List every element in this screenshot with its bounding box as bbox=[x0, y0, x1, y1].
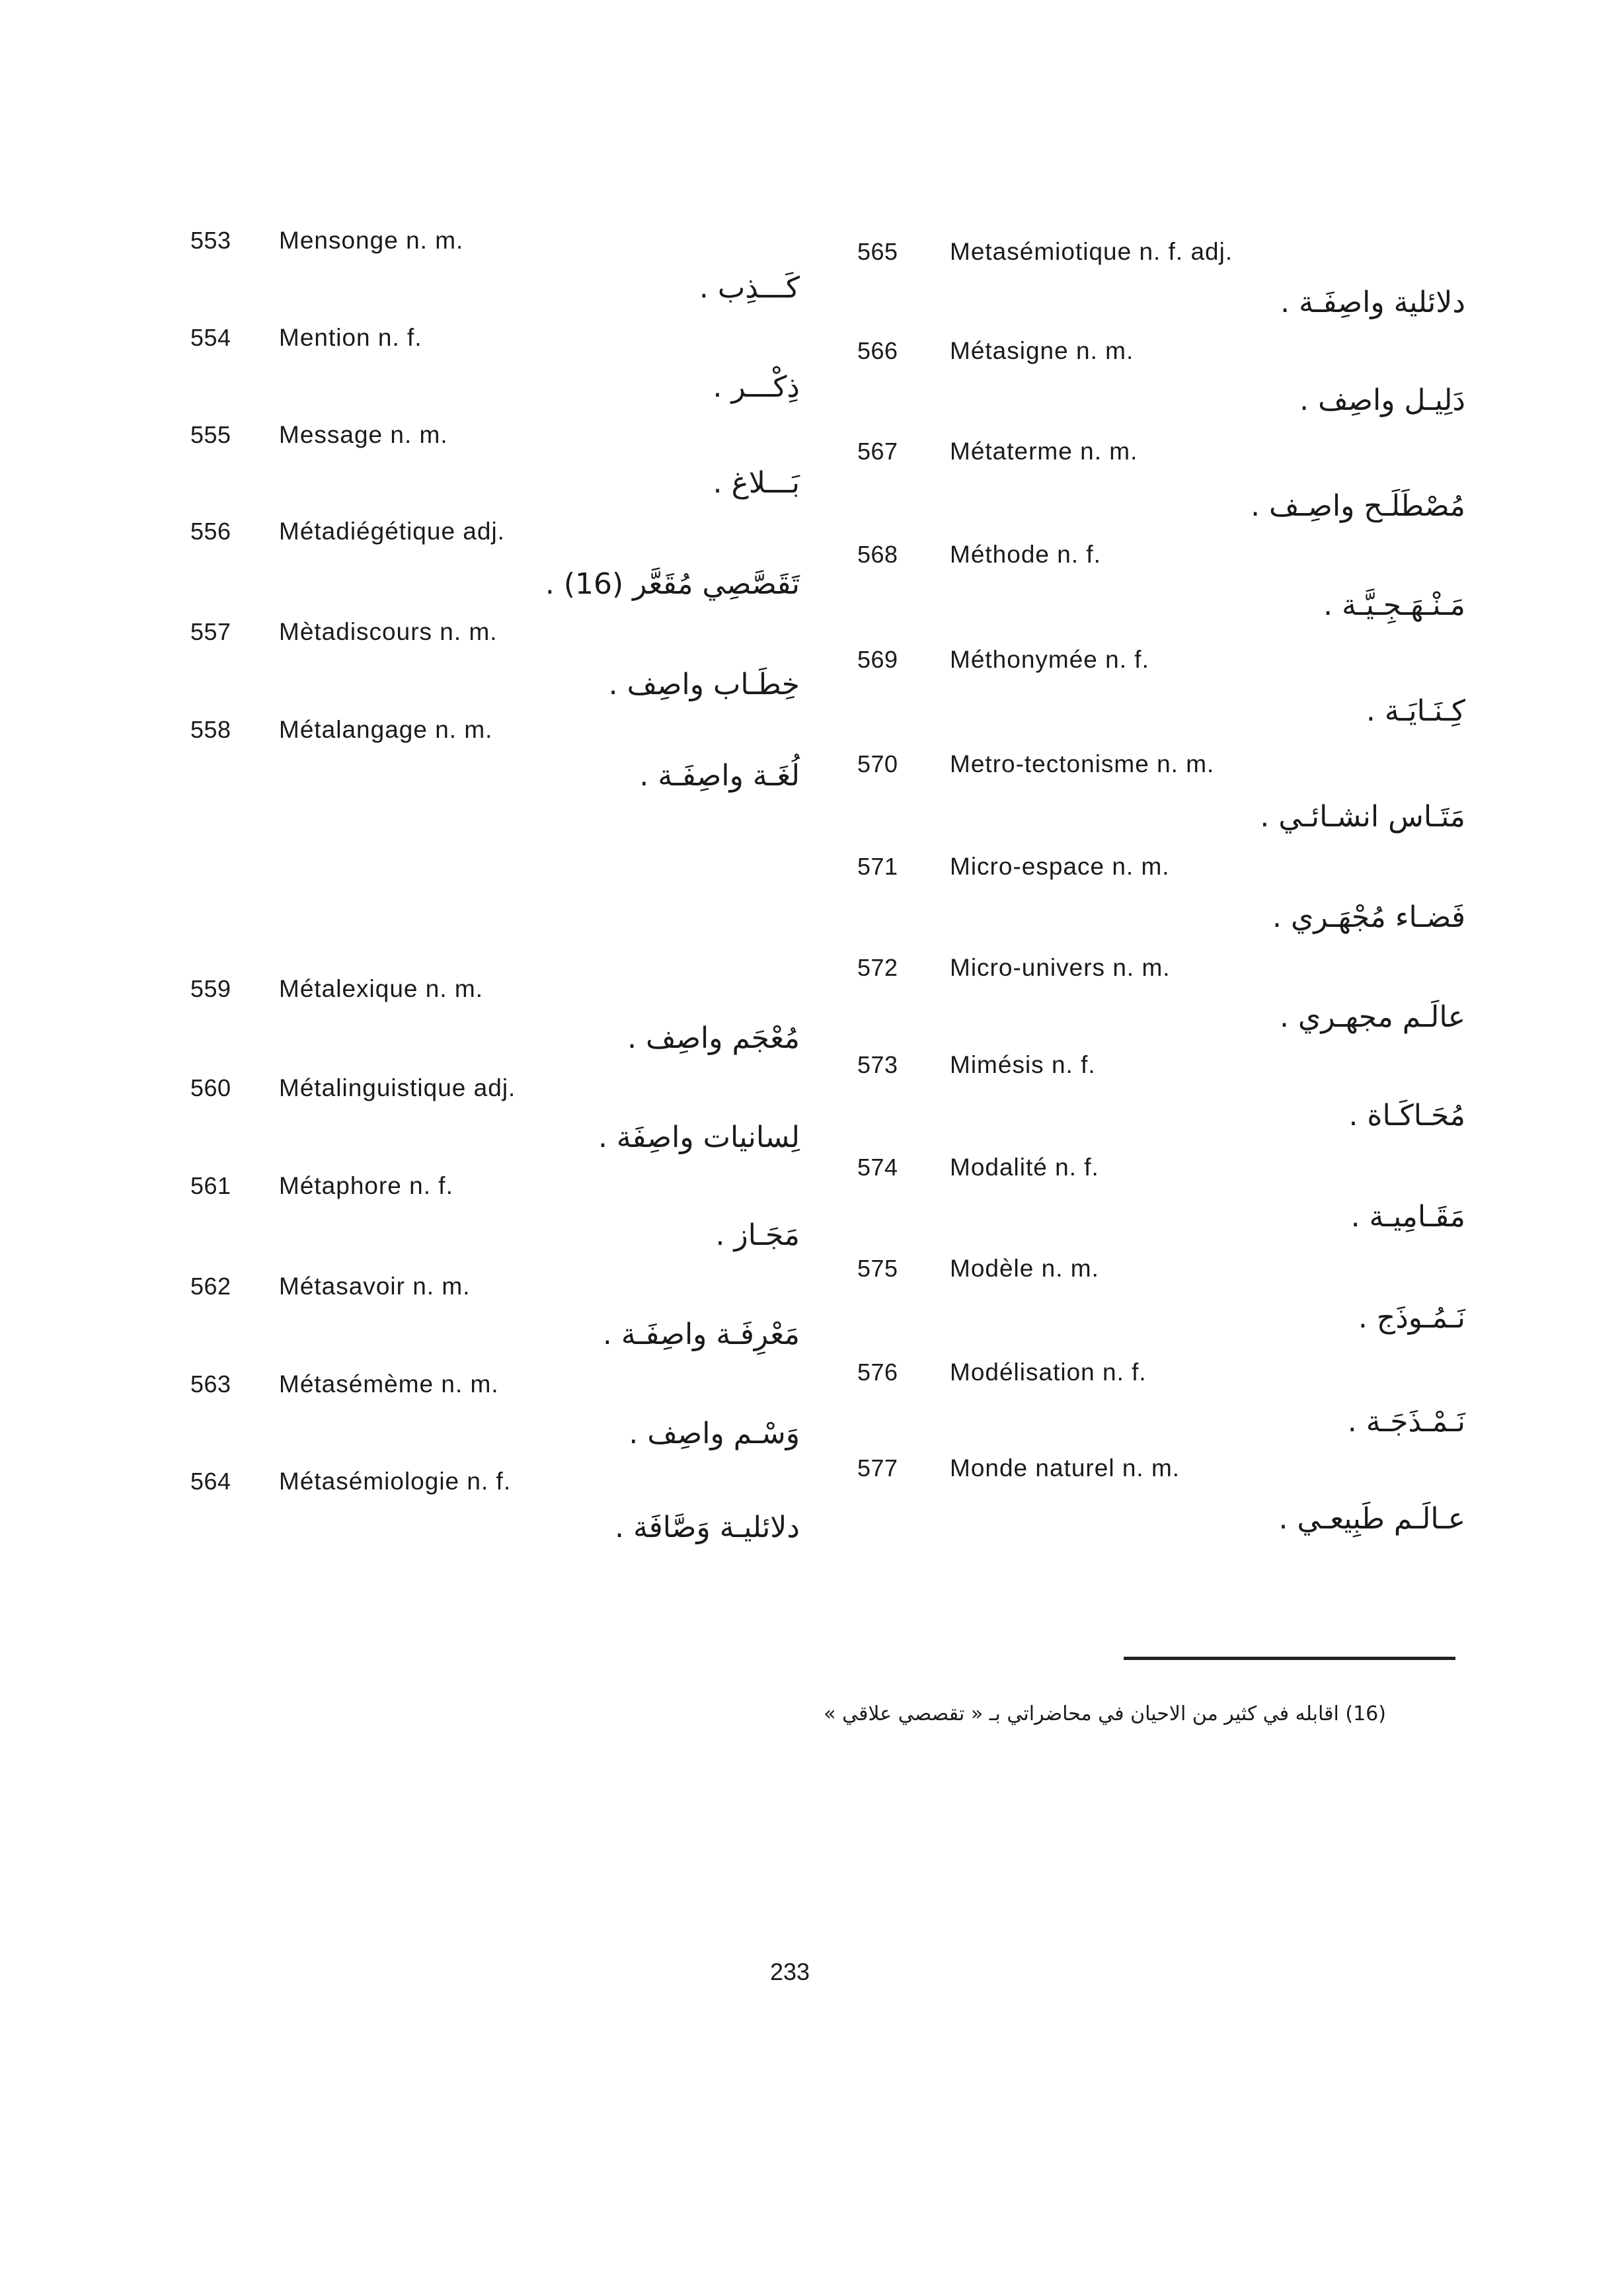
entry-arabic: مَتَـاس انشـائـي . bbox=[1260, 800, 1465, 834]
entry-number: 561 bbox=[190, 1172, 231, 1199]
entry-number: 563 bbox=[190, 1370, 231, 1398]
entry-term: Métaphore n. f. bbox=[279, 1172, 453, 1199]
entry-arabic: كَـــذِب . bbox=[699, 271, 800, 305]
entry-number: 574 bbox=[857, 1154, 898, 1181]
footnote: (16) اقابله في كثير من الاحيان في محاضراتي بـ « تقصصي علاقي » bbox=[824, 1702, 1386, 1725]
entry-number: 568 bbox=[857, 541, 898, 568]
entry-arabic: مُصْطَلَـح واصِـف . bbox=[1251, 489, 1465, 523]
entry-arabic: مُعْجَم واصِف . bbox=[627, 1021, 800, 1055]
entry-number: 567 bbox=[857, 438, 898, 465]
entry-term: Monde naturel n. m. bbox=[950, 1454, 1180, 1482]
entry-arabic: دَلِيـل واصِف . bbox=[1299, 383, 1465, 417]
entry-number: 560 bbox=[190, 1074, 231, 1101]
entry-number: 558 bbox=[190, 716, 231, 743]
entry-arabic: دلائلية واصِفَـة . bbox=[1280, 286, 1465, 319]
entry-term: Métasigne n. m. bbox=[950, 337, 1134, 364]
entry-number: 569 bbox=[857, 646, 898, 673]
entry-number: 565 bbox=[857, 238, 898, 265]
entry-term: Modalité n. f. bbox=[950, 1154, 1099, 1181]
entry-term: Métalinguistique adj. bbox=[279, 1074, 516, 1101]
entry-arabic: وَسْـم واصِف . bbox=[629, 1417, 800, 1450]
page-number: 233 bbox=[770, 1958, 810, 1985]
entry-term: Metro-tectonisme n. m. bbox=[950, 750, 1215, 777]
entry-arabic: مَجَـاز . bbox=[715, 1218, 800, 1252]
entry-arabic: فَضـاء مُجْهَـري . bbox=[1272, 900, 1465, 934]
entry-number: 556 bbox=[190, 518, 231, 545]
entry-term: Mention n. f. bbox=[279, 324, 422, 351]
entry-term: Métasémiologie n. f. bbox=[279, 1468, 512, 1495]
entry-term: Métasémème n. m. bbox=[279, 1370, 499, 1398]
entry-term: Métasavoir n. m. bbox=[279, 1273, 471, 1300]
entry-number: 557 bbox=[190, 618, 231, 645]
entry-number: 553 bbox=[190, 227, 231, 254]
entry-arabic: نَـمْـذَجَـة . bbox=[1347, 1405, 1465, 1439]
entry-number: 572 bbox=[857, 954, 898, 981]
entry-number: 573 bbox=[857, 1051, 898, 1078]
entry-arabic: نَـمُـوذَج . bbox=[1358, 1301, 1465, 1335]
entry-arabic: كِـنَـايَـة . bbox=[1366, 694, 1465, 728]
entry-arabic: خِطَـاب واصِف . bbox=[608, 668, 800, 701]
entry-term: Méthode n. f. bbox=[950, 541, 1101, 568]
entry-term: Micro-univers n. m. bbox=[950, 954, 1171, 981]
entry-term: Micro-espace n. m. bbox=[950, 853, 1170, 880]
entry-term: Métalexique n. m. bbox=[279, 975, 484, 1002]
entry-number: 562 bbox=[190, 1273, 231, 1300]
footnote-divider bbox=[1124, 1657, 1455, 1660]
entry-arabic: عـالَـم طَبِيعـي . bbox=[1278, 1502, 1465, 1536]
entry-number: 559 bbox=[190, 975, 231, 1002]
entry-term: Métalangage n. m. bbox=[279, 716, 493, 743]
entry-arabic: بَـــلاغ . bbox=[713, 466, 800, 500]
entry-term: Mensonge n. m. bbox=[279, 227, 464, 254]
entry-arabic: مَعْرِفَـة واصِفَـة . bbox=[602, 1318, 800, 1351]
entry-term: Metasémiotique n. f. adj. bbox=[950, 238, 1233, 265]
entry-arabic: مُحَـاكَـاة . bbox=[1348, 1099, 1465, 1132]
entry-term: Mètadiscours n. m. bbox=[279, 618, 498, 645]
entry-arabic: عالَـم مجهـري . bbox=[1279, 1000, 1465, 1034]
entry-number: 571 bbox=[857, 853, 898, 880]
entry-arabic: دلائليـة وَصَّافَة . bbox=[615, 1511, 800, 1544]
entry-term: Méthonymée n. f. bbox=[950, 646, 1149, 673]
entry-number: 566 bbox=[857, 337, 898, 364]
entry-number: 564 bbox=[190, 1468, 231, 1495]
entry-term: Mimésis n. f. bbox=[950, 1051, 1096, 1078]
entry-term: Métadiégétique adj. bbox=[279, 518, 505, 545]
entry-arabic: مَـنْـهَـجِـيَّـة . bbox=[1323, 588, 1465, 622]
entry-term: Métaterme n. m. bbox=[950, 438, 1138, 465]
entry-arabic: تَقَصَّصِي مُقَعَّر (16) . bbox=[545, 567, 800, 601]
entry-number: 554 bbox=[190, 324, 231, 351]
entry-arabic: لُغَـة واصِفَـة . bbox=[639, 759, 800, 793]
entry-number: 555 bbox=[190, 421, 231, 448]
entry-term: Message n. m. bbox=[279, 421, 448, 448]
entry-arabic: لِسانيات واصِفَة . bbox=[598, 1121, 800, 1154]
entry-arabic: مَقَـامِيـة . bbox=[1350, 1200, 1465, 1234]
entry-number: 575 bbox=[857, 1255, 898, 1282]
entry-term: Modèle n. m. bbox=[950, 1255, 1099, 1282]
entry-number: 576 bbox=[857, 1359, 898, 1386]
entry-number: 577 bbox=[857, 1454, 898, 1482]
entry-term: Modélisation n. f. bbox=[950, 1359, 1147, 1386]
entry-number: 570 bbox=[857, 750, 898, 777]
entry-arabic: ذِكْـــر . bbox=[713, 370, 800, 404]
